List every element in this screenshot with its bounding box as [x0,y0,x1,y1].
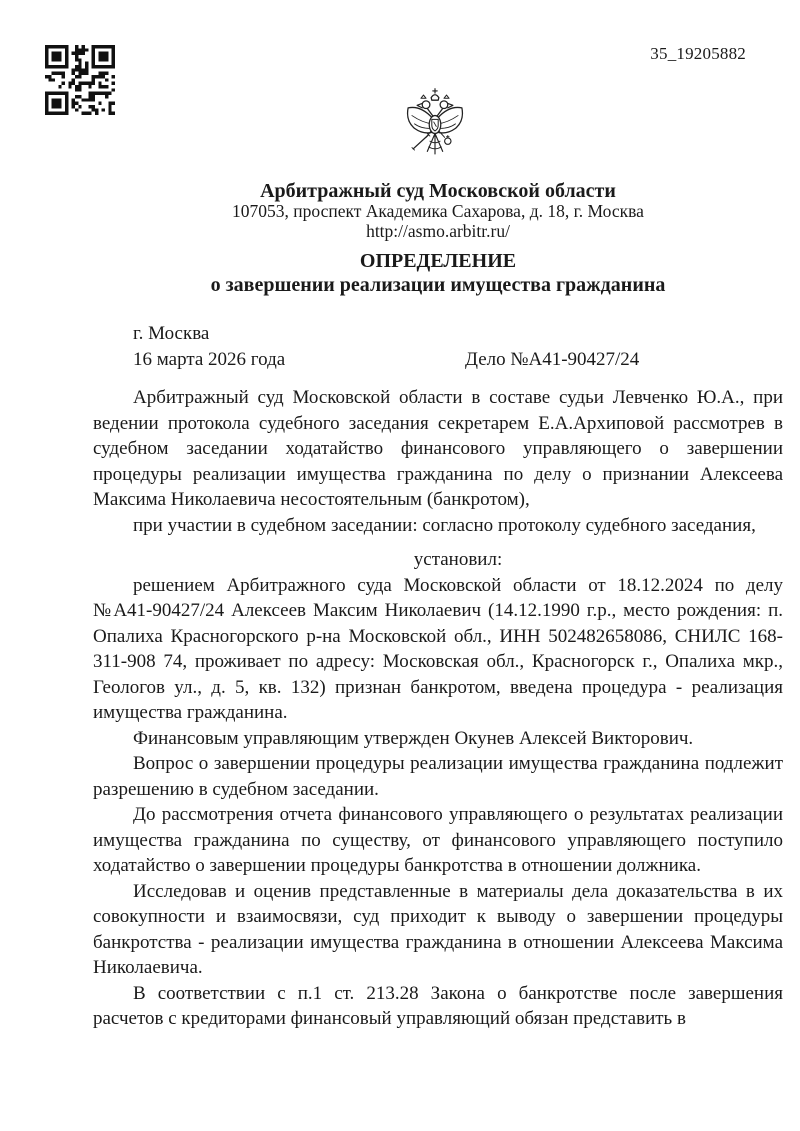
date-case-row [93,347,783,373]
city-line: г. Москва [133,323,210,344]
russia-coat-of-arms-icon [403,84,467,174]
body-paragraph: Исследовав и оценив представленные в материалы дела доказательства в их совокупности и взаимосвязи, суд приходит к выводу о завершении процедуры банкротства - реализации имущества гражданина в отношении Алексеева Максима Николаевича. [93,880,783,978]
spacer [93,372,783,385]
spacer [93,538,783,547]
participants-line: при участии в судебном заседании: согласно протоколу судебного заседания, [133,514,756,536]
date-line: 16 марта 2026 года [133,348,286,370]
court-website: http://asmo.arbitr.ru/ [366,221,510,241]
ruling-keyword: установил: [413,549,503,570]
qr-code-icon [45,45,115,115]
body-paragraph: Финансовым управляющим утвержден Окунев Алексей Викторович. [133,727,694,749]
body-paragraph: До рассмотрения отчета финансового управляющего о результатах реализации имущества гражданина по существу, от финансового управляющего поступило ходатайство о завершении процедуры банкротства в отношении должника. [93,804,783,876]
document-header [93,180,783,298]
court-name: Арбитражный суд Московской области [260,180,616,202]
body-paragraph: В соответствии с п.1 ст. 213.28 Закона о банкротстве после завершения расчетов с кредиторами финансовый управляющий обязан представить в [93,982,783,1029]
document-body [93,321,783,1032]
court-address: 107053, проспект Академика Сахарова, д. 18, г. Москва [232,201,644,221]
intro-paragraph: Арбитражный суд Московской области в составе судьи Левченко Ю.А., при ведении протокола судебного заседания секретарем Е.А.Архиповой рассмотрев в судебном заседании ходатайство финансового управляющего о завершении процедуры реализации имущества гражданина по делу о признании Алексеева Максима Николаевича несостоятельным (банкротом), [93,387,783,510]
body-paragraph: Вопрос о завершении процедуры реализации имущества гражданина подлежит разрешению в судебном заседании. [93,753,783,800]
document-subtitle: о завершении реализации имущества гражданина [210,274,666,296]
document-title: ОПРЕДЕЛЕНИЕ [359,250,517,272]
body-paragraph: решением Арбитражного суда Московской области от 18.12.2024 по делу №А41-90427/24 Алексеев Максим Николаевич (14.12.1990 г.р., место рождения: п. Опалиха Красногорского р-на Московской обл., ИНН 502482658086, СНИЛС 168-311-908 74, проживает по адресу: Московская обл., Красногорск г., Опалиха мкр., Геологов ул., д. 5, кв. 132) признан банкротом, введена процедура - реализация имущества гражданина. [93,574,783,723]
case-number: Дело №А41-90427/24 [465,348,640,370]
document-number: 35_19205882 [650,44,746,63]
